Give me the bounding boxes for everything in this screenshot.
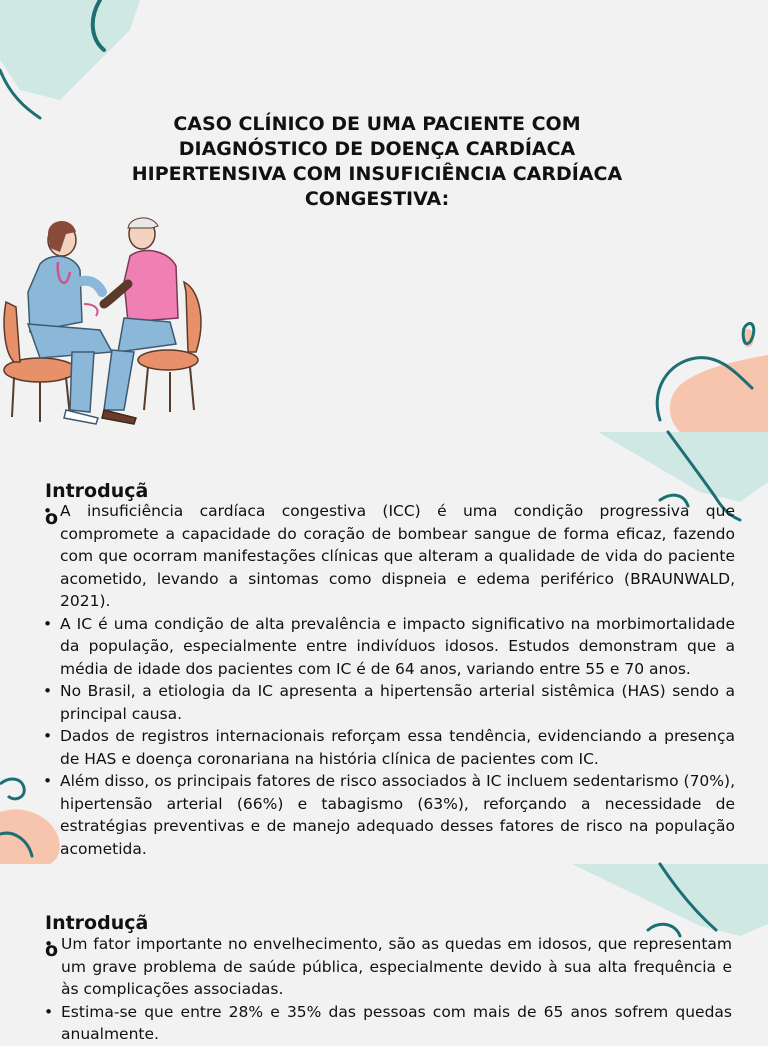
bullet-item: • A insuficiência cardíaca congestiva (ICC) é uma condição progressiva que compromete a capacidade do coração de bombear sangue de forma eficaz, fazendo com que ocorram manifestações clínicas que alteram a qualidade de vida do paciente acometido, levando a sintomas como dispneia e edema periférico (BRAUNWALD, 2021). xyxy=(43,500,735,613)
section-heading: Introdução xyxy=(45,912,149,961)
intro-slide-1 xyxy=(0,432,768,864)
slide-title: CASO CLÍNICO DE UMA PACIENTE COM DIAGNÓSTICO DE DOENÇA CARDÍACA HIPERTENSIVA COM INSUFICIÊNCIA CARDÍACA CONGESTIVA: xyxy=(131,113,623,210)
bullet-item: • A IC é uma condição de alta prevalência e impacto significativo na morbimortalidade da população, especialmente entre indivíduos idosos. Estudos demonstram que a média de idade dos pacientes com IC é de 64 anos, variando entre 55 e 70 anos. xyxy=(43,613,735,681)
bullet-list xyxy=(44,933,732,1046)
intro-slide-2 xyxy=(0,864,768,1043)
bullet-item: • No Brasil, a etiologia da IC apresenta a hipertensão arterial sistêmica (HAS) sendo a principal causa. xyxy=(43,680,735,725)
doctor-patient-illustration xyxy=(0,212,215,437)
bullet-list xyxy=(43,500,735,860)
bullet-item: • Estima-se que entre 28% e 35% das pessoas com mais de 65 anos sofrem quedas anualmente. xyxy=(44,1001,732,1046)
section-heading: Introdução xyxy=(45,480,149,529)
bullet-item: • Além disso, os principais fatores de risco associados à IC incluem sedentarismo (70%), hipertensão arterial (66%) e tabagismo (63%), reforçando a necessidade de estratégias preventivas e de manejo adequado desses fatores de risco na população acometida. xyxy=(43,770,735,860)
bullet-item: • Um fator importante no envelhecimento, são as quedas em idosos, que representam um grave problema de saúde pública, especialmente devido à sua alta frequência e às complicações associadas. xyxy=(44,933,732,1001)
title-slide xyxy=(0,0,768,432)
bullet-item: • Dados de registros internacionais reforçam essa tendência, evidenciando a presença de HAS e doença coronariana na história clínica de pacientes com IC. xyxy=(43,725,735,770)
